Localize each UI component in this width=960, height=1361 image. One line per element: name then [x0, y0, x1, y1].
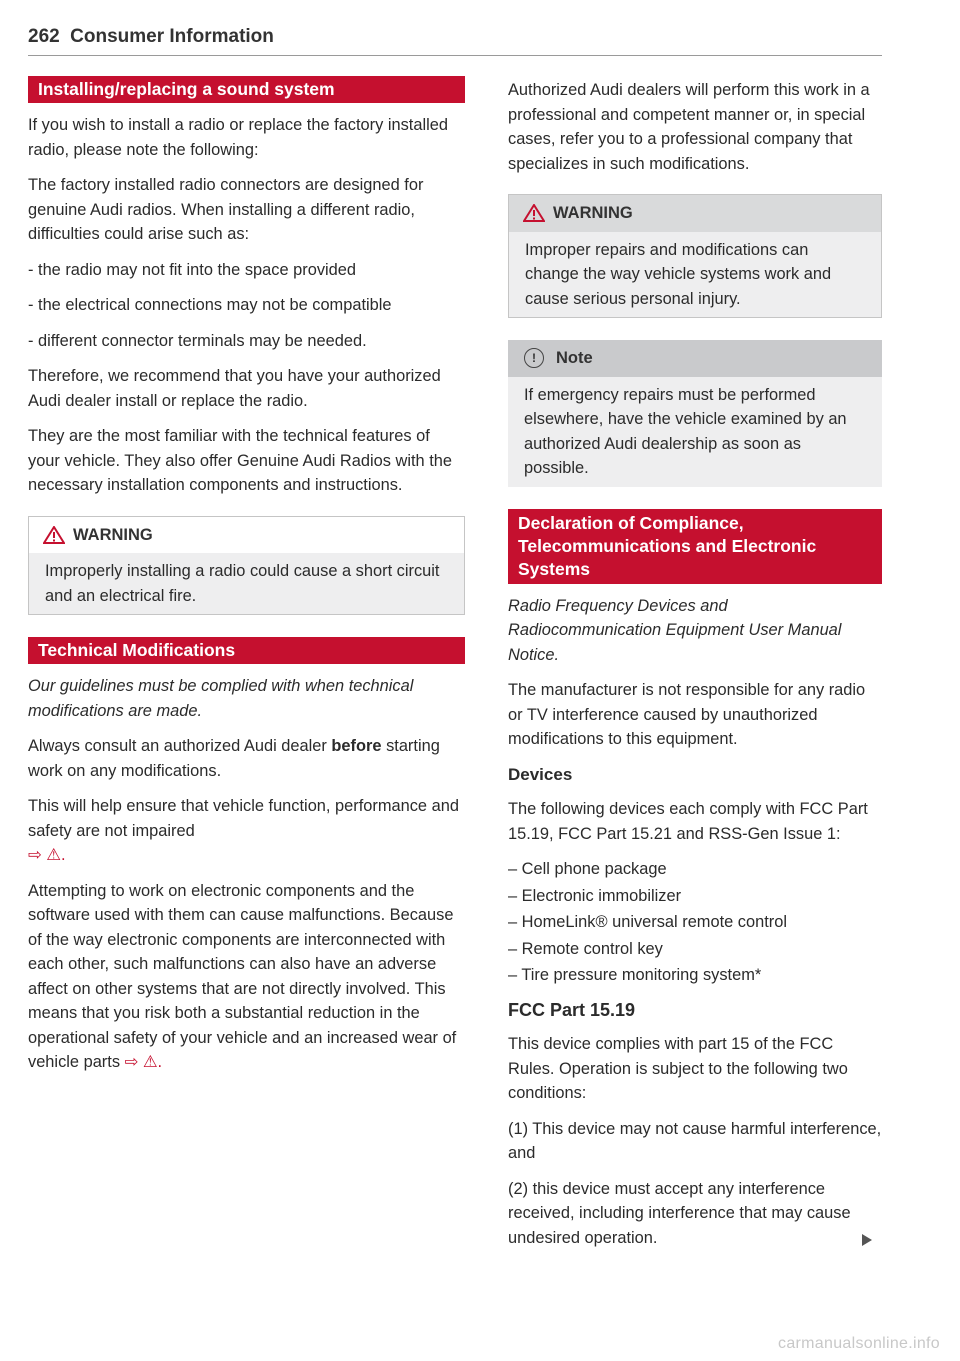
header-title: Consumer Information: [70, 26, 274, 47]
list-item: – Electronic immobilizer: [508, 886, 682, 905]
paragraph: Radio Frequency Devices and Radiocommunication Equipment User Manual Notice.: [508, 596, 842, 664]
list-item: – Remote control key: [508, 939, 663, 958]
left-column: [28, 76, 465, 1086]
paragraph: This device complies with part 15 of the FCC Rules. Operation is subject to the following two conditions:: [508, 1035, 848, 1102]
warning-header: [29, 517, 464, 554]
note-text: If emergency repairs must be performed elsewhere, have the vehicle examined by an authorized Audi dealership as soon as possible.: [508, 377, 882, 487]
section-title-declaration: Declaration of Compliance, Telecommunications and Electronic Systems: [508, 509, 882, 584]
list-item: – HomeLink® universal remote control: [508, 913, 788, 931]
warning-label: WARNING: [73, 525, 153, 544]
paragraph: (1) This device may not cause harmful interference, and: [508, 1119, 882, 1162]
section-title-technical-modifications: Technical Modifications: [28, 637, 465, 664]
section-title-sound-system: Installing/replacing a sound system: [28, 76, 465, 103]
text-span: This will help ensure that vehicle function, performance and safety are not impaired: [28, 797, 459, 840]
list-item: – Tire pressure monitoring system*: [508, 966, 762, 984]
paragraph: The manufacturer is not responsible for any radio or TV interference caused by unauthorized modifications to this equipment.: [508, 681, 866, 748]
warning-header: [509, 195, 881, 232]
text-span: Attempting to work on electronic components and the software used with them can cause malfunctions. Because of the way electronic components are interconnected with each other, such malfunctions can also have an adverse affect on other systems that are not directly involved. This means that you risk both a substantial reduction in the operational safety of your vehicle and an increased wear of vehicle parts: [28, 881, 457, 1071]
warning-reference[interactable]: ⇨ ⚠.: [124, 1053, 163, 1071]
paragraph: The following devices each comply with FCC Part 15.19, FCC Part 15.21 and RSS-Gen Issue 1:: [508, 800, 868, 843]
right-column: [508, 78, 882, 1261]
paragraph: [28, 879, 465, 1075]
paragraph: [28, 734, 465, 783]
devices-list: [508, 857, 882, 988]
next-page-arrow-icon[interactable]: [862, 1234, 872, 1246]
warning-label: WARNING: [553, 204, 633, 222]
text-span: Always consult an authorized Audi dealer: [28, 737, 332, 755]
note-label: Note: [556, 349, 593, 367]
paragraph: They are the most familiar with the technical features of your vehicle. They also offer Genuine Audi Radios with the necessary installation components and instructions.: [28, 427, 452, 494]
text-span: starting work on any modifications.: [28, 737, 440, 780]
devices-heading: Devices: [508, 764, 573, 784]
paragraph: Therefore, we recommend that you have your authorized Audi dealer install or replace the radio.: [28, 367, 441, 410]
warning-box: [508, 194, 882, 318]
page-header: [28, 26, 882, 48]
warning-text: Improper repairs and modifications can change the way vehicle systems work and cause serious personal injury.: [509, 232, 881, 318]
note-box: [508, 340, 882, 487]
bold-text: before: [331, 737, 382, 755]
warning-triangle-icon: [523, 204, 545, 222]
list-item: - different connector terminals may be needed.: [28, 331, 367, 350]
header-rule: [28, 55, 882, 56]
note-icon: !: [524, 348, 544, 368]
list-item: - the radio may not fit into the space provided: [28, 260, 356, 279]
warning-reference[interactable]: ⇨ ⚠.: [28, 846, 66, 864]
list-item: - the electrical connections may not be compatible: [28, 296, 392, 314]
list-item: – Cell phone package: [508, 860, 667, 878]
watermark: carmanualsonline.info: [778, 1335, 940, 1352]
paragraph: (2) this device must accept any interference received, including interference that may cause undesired operation.: [508, 1179, 851, 1247]
paragraph: Our guidelines must be complied with when technical modifications are made.: [28, 677, 414, 720]
paragraph: [28, 794, 465, 868]
paragraph: If you wish to install a radio or replace the factory installed radio, please note the following:: [28, 116, 448, 159]
paragraph: The factory installed radio connectors are designed for genuine Audi radios. When installing a different radio, difficulties could arise such as:: [28, 176, 424, 243]
warning-box: [28, 516, 465, 616]
note-header: [508, 340, 882, 377]
paragraph: Authorized Audi dealers will perform this work in a professional and competent manner or, in special cases, refer you to a professional company that specializes in such modifications.: [508, 81, 870, 173]
warning-text: Improperly installing a radio could cause a short circuit and an electrical fire.: [29, 553, 464, 614]
page-number: 262: [28, 26, 60, 47]
warning-triangle-icon: [43, 526, 65, 544]
fcc-heading: FCC Part 15.19: [508, 999, 636, 1020]
